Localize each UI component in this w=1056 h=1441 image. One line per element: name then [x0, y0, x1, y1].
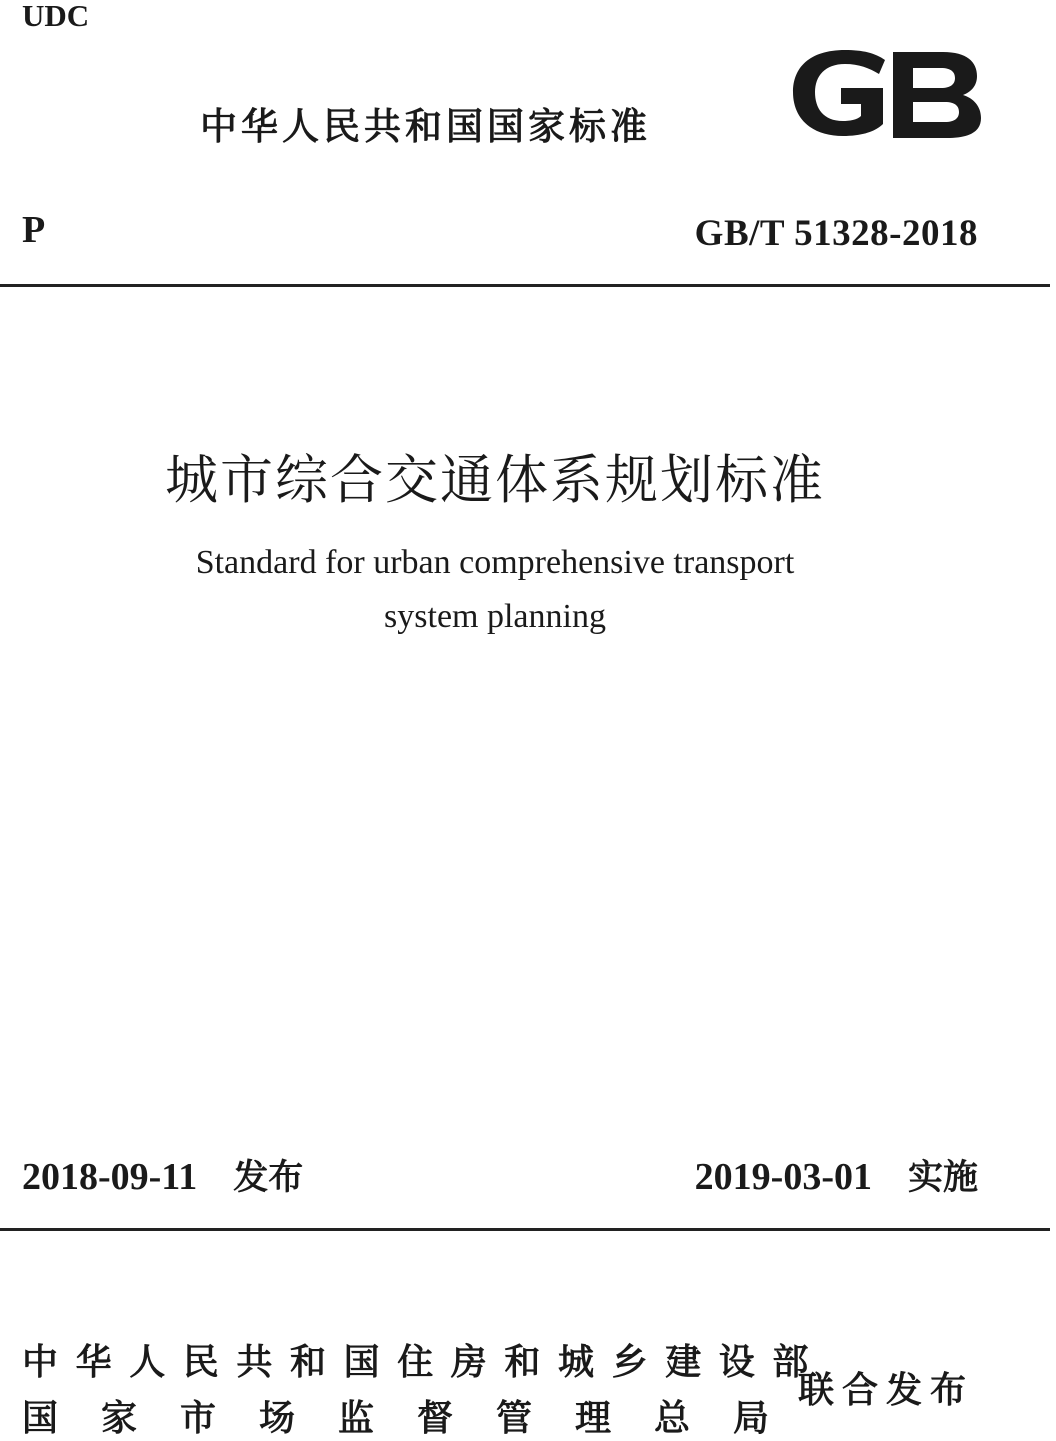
- title-english: [0, 536, 990, 644]
- gb-logo-g: [793, 50, 885, 136]
- classification-code: P: [22, 209, 46, 251]
- joint-publish-label: 联合发布: [798, 1370, 975, 1411]
- title-chinese: 城市综合交通体系规划标准: [165, 450, 825, 511]
- title-english-line1: Standard for urban comprehensive transport: [195, 544, 795, 581]
- issue-label: 发布: [233, 1158, 304, 1198]
- issue-date: 2018-09-11: [22, 1156, 198, 1198]
- title-english-line2: system planning: [384, 598, 606, 635]
- implement-date-block: [695, 1150, 978, 1200]
- publisher-administration: 国家市场监督管理总局: [22, 1398, 813, 1439]
- header-divider: [0, 284, 1050, 287]
- implement-label: 实施: [907, 1158, 978, 1198]
- standard-number: GB/T 51328-2018: [694, 213, 978, 254]
- implement-date: 2019-03-01: [694, 1156, 872, 1198]
- gb-logo: [785, 42, 985, 142]
- udc-label: UDC: [22, 0, 90, 33]
- footer-divider: [0, 1228, 1050, 1231]
- national-standard-heading: 中华人民共和国国家标准: [200, 105, 651, 148]
- gb-logo-b: [893, 52, 981, 138]
- publisher-ministry: 中华人民共和国住房和城乡建设部: [22, 1342, 827, 1383]
- issue-date-block: [22, 1150, 303, 1200]
